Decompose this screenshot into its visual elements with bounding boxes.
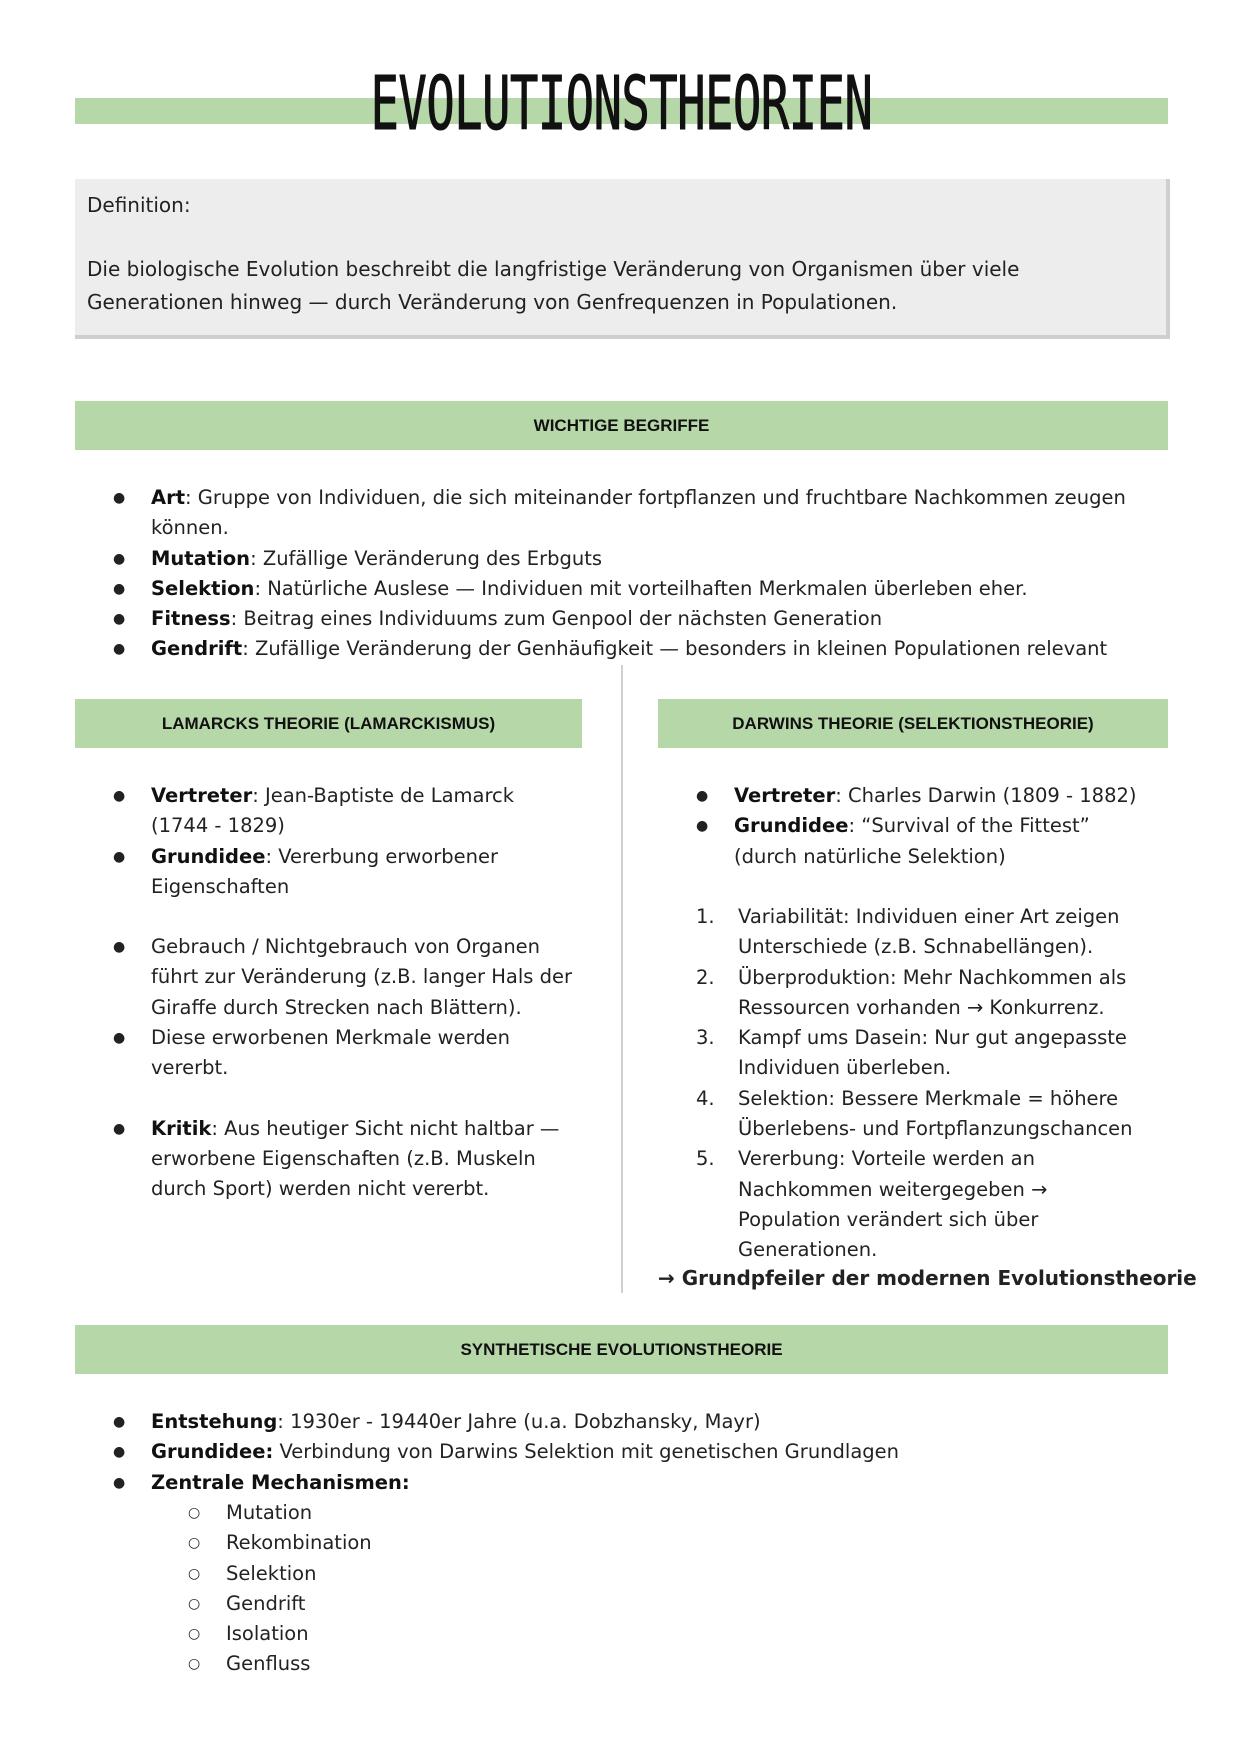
list-item: ○ Selektion: [188, 1559, 588, 1589]
list-item-grundidee: ● Grundidee: “Survival of the Fittest” (durch natürliche Selektion): [696, 811, 1146, 872]
list-item: ○ Mutation: [188, 1498, 588, 1528]
definition-box: [75, 179, 1170, 339]
section-heading-begriffe: WICHTIGE BEGRIFFE: [75, 401, 1168, 450]
list-item: ● Fitness: Beitrag eines Individuums zum Genpool der nächsten Generation: [113, 604, 1173, 634]
list-item-step: 2. Überproduktion: Mehr Nachkommen als Ressourcen vorhanden → Konkurrenz.: [696, 965, 1127, 1019]
section-heading-lamarck: LAMARCKS THEORIE (LAMARCKISMUS): [75, 699, 582, 748]
list-item: ○ Gendrift: [188, 1589, 588, 1619]
list-item: ● Mutation: Zufällige Veränderung des Erbguts: [113, 544, 1173, 574]
column-divider: [621, 665, 623, 1293]
list-item-vertreter: ● Vertreter: Jean-Baptiste de Lamarck (1744 - 1829): [113, 781, 573, 842]
page-title: EVOLUTIONSTHEORIEN: [370, 61, 873, 147]
begriffe-list: [113, 483, 1173, 665]
list-item-grundidee: ● Grundidee: Verbindung von Darwins Selektion mit genetischen Grundlagen: [113, 1437, 1173, 1467]
list-item-step: 4. Selektion: Bessere Merkmale = höhere Überlebens- und Fortpflanzungschancen: [696, 1086, 1133, 1141]
list-item: ○ Rekombination: [188, 1528, 588, 1558]
list-item-vertreter: ● Vertreter: Charles Darwin (1809 - 1882): [696, 781, 1146, 811]
list-item-kritik: ● Kritik: Aus heutiger Sicht nicht haltbar — erworbene Eigenschaften (z.B. Muskeln durch Sport) werden nicht vererbt.: [113, 1114, 573, 1205]
list-item: ○ Genfluss: [188, 1649, 588, 1679]
definition-label: Definition:: [87, 193, 191, 217]
section-heading-darwin: DARWINS THEORIE (SELEKTIONSTHEORIE): [658, 699, 1168, 748]
darwin-conclusion: → Grundpfeiler der modernen Evolutionstheorie: [658, 1266, 1197, 1290]
list-item: ● Diese erworbenen Merkmale werden vererbt.: [113, 1023, 573, 1084]
list-item-mechanismen: ● Zentrale Mechanismen:: [113, 1468, 1173, 1498]
list-item: ● Art: Gruppe von Individuen, die sich miteinander fortpflanzen und fruchtbare Nachkommen zeugen können.: [113, 483, 1173, 544]
definition-text: Die biologische Evolution beschreibt die langfristige Veränderung von Organismen über viele Generationen hinweg — durch Veränderung von Genfrequenzen in Populationen.: [87, 257, 1020, 314]
mechanismen-list: [188, 1498, 588, 1680]
list-item-grundidee: ● Grundidee: Vererbung erworbener Eigenschaften: [113, 842, 573, 903]
darwin-steps: [696, 902, 1146, 1266]
darwin-list: [696, 781, 1146, 872]
list-item: ● Gendrift: Zufällige Veränderung der Genhäufigkeit — besonders in kleinen Populationen relevant: [113, 634, 1173, 664]
section-heading-synthetisch: SYNTHETISCHE EVOLUTIONSTHEORIE: [75, 1325, 1168, 1374]
list-item-step: 5. Vererbung: Vorteile werden an Nachkommen weitergegeben → Population verändert sich über Generationen.: [696, 1147, 1048, 1262]
list-item-entstehung: ● Entstehung: 1930er - 19440er Jahre (u.a. Dobzhansky, Mayr): [113, 1407, 1173, 1437]
list-item: ○ Isolation: [188, 1619, 588, 1649]
list-item: ● Gebrauch / Nichtgebrauch von Organen führt zur Veränderung (z.B. langer Hals der Giraffe durch Strecken nach Blättern).: [113, 932, 573, 1023]
list-item-step: 1. Variabilität: Individuen einer Art zeigen Unterschiede (z.B. Schnabellängen).: [696, 905, 1120, 959]
lamarck-list: [113, 781, 573, 1205]
synthetisch-list: [113, 1407, 1173, 1498]
list-item: ● Selektion: Natürliche Auslese — Individuen mit vorteilhaften Merkmalen überleben eher.: [113, 574, 1173, 604]
list-item-step: 3. Kampf ums Dasein: Nur gut angepasste Individuen überleben.: [696, 1026, 1127, 1080]
